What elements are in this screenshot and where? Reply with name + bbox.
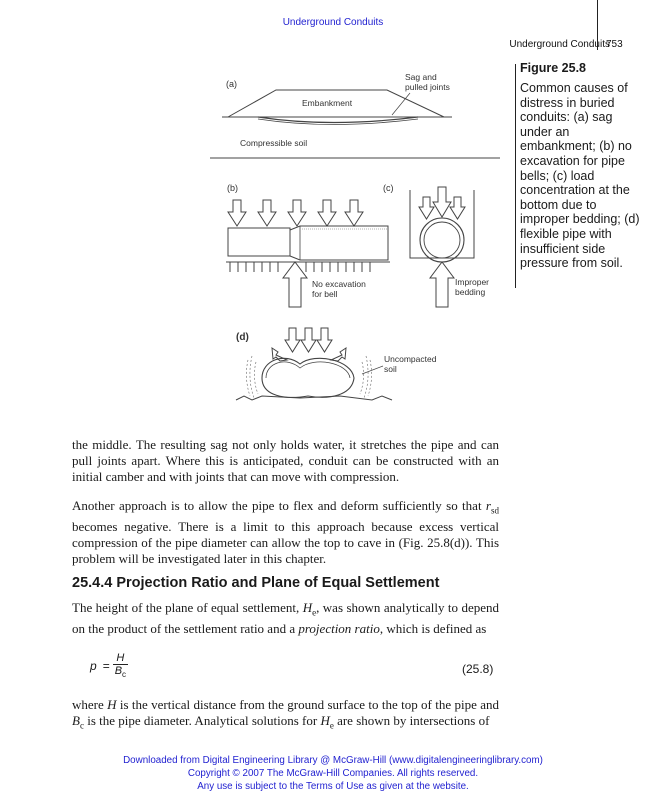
footer-copyright-line: Copyright © 2007 The McGraw-Hill Companies. All rights reserved. — [187, 768, 479, 779]
label-b: (b) — [227, 183, 238, 193]
paragraph-3 — [72, 600, 499, 637]
section-heading: 25.4.4 Projection Ratio and Plane of Equal Settlement — [72, 575, 440, 591]
label-improper-1: Improper — [455, 277, 490, 287]
para4-text-b: is the vertical distance from the ground surface to the top of the pipe and — [116, 697, 499, 712]
label-d: (d) — [236, 332, 249, 343]
equation-number: (25.8) — [462, 662, 494, 676]
figure-title: Figure 25.8 — [520, 61, 586, 75]
para3-text-a: The height of the plane of equal settlement, — [72, 600, 303, 615]
upward-reaction-arrow-b — [283, 262, 307, 307]
label-no-excavation-1: No excavation — [312, 279, 366, 289]
label-uncompacted-2: soil — [384, 364, 397, 374]
top-banner: Underground Conduits — [282, 17, 384, 28]
panel-c — [383, 183, 489, 307]
label-uncompacted-1: Uncompacted — [384, 354, 437, 364]
eq-numerator: H — [113, 652, 128, 665]
paragraph-1: the middle. The resulting sag not only holds water, it stretches the pipe and can pull joints apart. Where this is anticipated, conduit can be constructed with an initial camber and with joints that can move with compression. — [72, 437, 499, 484]
equation-25-8 — [90, 652, 128, 679]
para4-text-d: are shown by intersections of — [333, 713, 490, 728]
paragraph-4: where H is the vertical distance from the ground surface to the top of the pipe and $B_c$ is the pipe diameter. Analytical solutions for $H_e$ are shown by intersections of — [72, 697, 499, 731]
para3-text-c: , which is defined as — [379, 620, 487, 636]
label-no-excavation-2: for bell — [312, 289, 338, 299]
eq-lhs: p — [90, 658, 97, 673]
var-r: r — [485, 498, 491, 513]
page-number: 753 — [606, 39, 623, 50]
pipe-segment-left — [228, 228, 290, 256]
var-h: H — [302, 600, 313, 615]
label-improper-2: bedding — [455, 287, 486, 297]
eq-denominator: $B_c$ — [114, 665, 127, 680]
footer-download-line: Downloaded from Digital Engineering Library @ McGraw-Hill (www.digitalengineeringlibrary.com) — [123, 755, 543, 766]
para3-text-b: , was shown analytically to depend on the product of the settlement ratio and a — [72, 600, 499, 636]
sub-e: e — [312, 607, 317, 618]
eq-equals: = — [102, 658, 110, 673]
upward-reaction-arrow-c — [430, 262, 454, 307]
paragraph-2 — [72, 498, 499, 567]
pipe-cross-section-c — [420, 218, 464, 262]
label-embankment: Embankment — [302, 98, 353, 108]
label-a: (a) — [226, 79, 237, 89]
pipe-segment-right — [290, 226, 388, 260]
label-sag-2: pulled joints — [405, 82, 450, 92]
panel-d — [236, 328, 437, 400]
para4-text-a: where — [72, 697, 108, 712]
label-c: (c) — [383, 183, 394, 193]
label-compressible-soil: Compressible soil — [240, 138, 308, 148]
label-sag-1: Sag and — [405, 72, 437, 82]
para2-text-b: becomes negative. There is a limit to this approach because excess vertical compression of the pipe diameter can allow the top to cave in (Fig. 25.8(d)). This problem will be investigated later in this chapter. — [72, 518, 499, 566]
panel-b — [226, 183, 390, 307]
figure-caption: Common causes of distress in buried conduits: (a) sag under an embankment; (b) no excavation for pipe bells; (c) load concentration at the bottom due to improper bedding; (d) flexible pipe with insufficient side pressure from soil. — [520, 81, 640, 271]
sub-sd: sd — [490, 505, 499, 516]
footer-terms-line: Any use is subject to the Terms of Use as given at the website. — [197, 781, 469, 792]
running-head: Underground Conduits — [509, 39, 610, 50]
para2-text-a: Another approach is to allow the pipe to flex and deform sufficiently so that — [72, 498, 486, 513]
para4-text-c: is the pipe diameter. Analytical solutions for — [83, 713, 321, 728]
panel-a — [210, 72, 500, 158]
emph-projection-ratio: projection ratio — [298, 620, 380, 636]
